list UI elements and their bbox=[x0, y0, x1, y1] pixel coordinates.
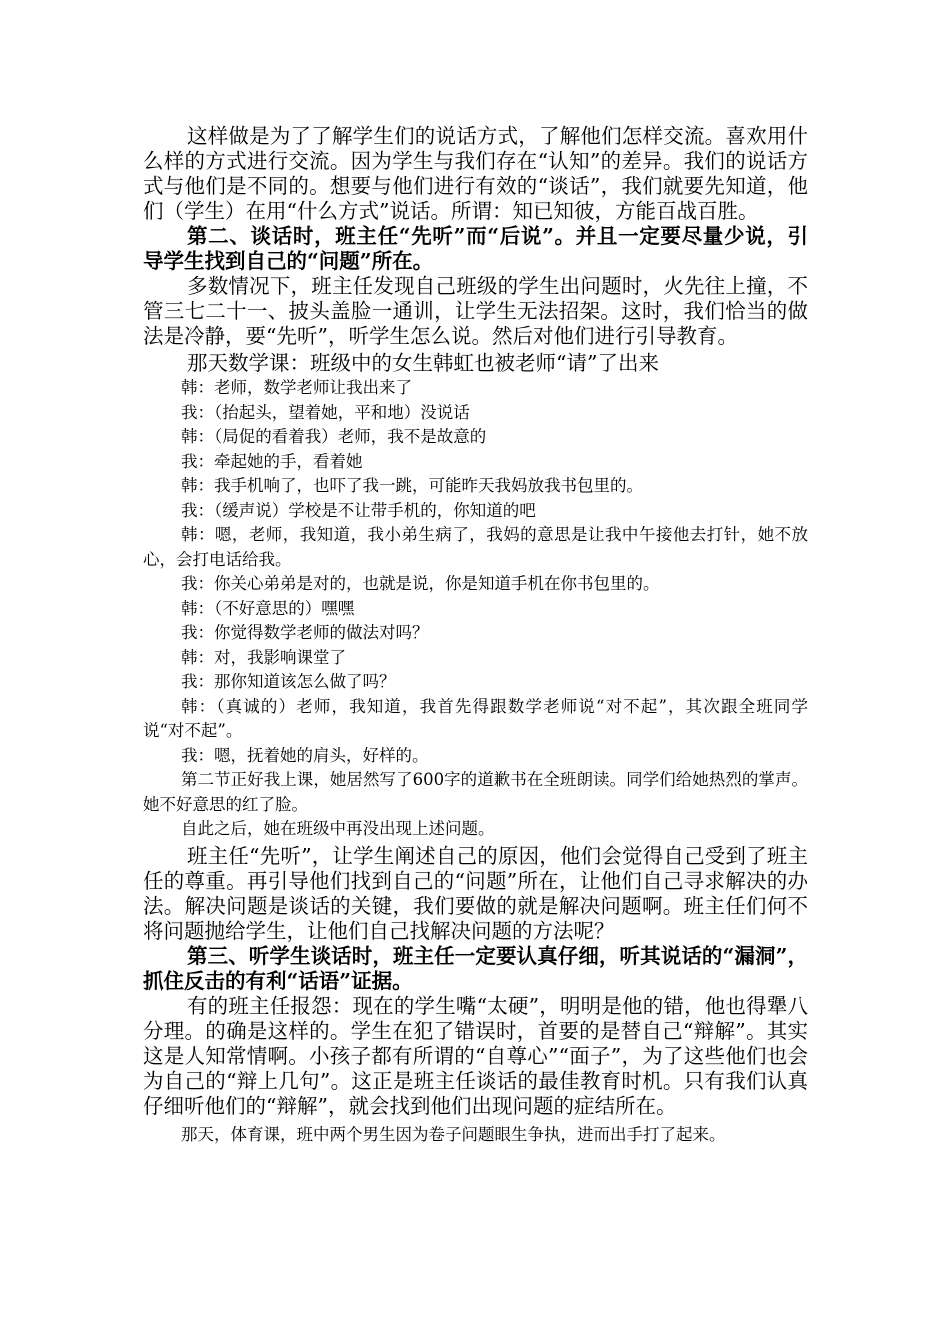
document-body bbox=[143, 124, 808, 1147]
dialogue-line: 韩：（不好意思的）嘿嘿 bbox=[181, 598, 355, 618]
dialogue-line: 韩：嗯，老师，我知道，我小弟生病了，我妈的意思是让我中午接他去打针，她不放心，会打电话给我。 bbox=[143, 525, 808, 569]
dialogue-line: 我：嗯，抚着她的肩头，好样的。 bbox=[181, 745, 429, 765]
dialogue-line: 韩：老师，数学老师让我出来了 bbox=[181, 378, 412, 397]
paragraph-aftermath: 自此之后，她在班级中再没出现上述问题。 bbox=[181, 819, 495, 838]
dialogue-line: 我：（抬起头，望着她，平和地）没说话 bbox=[181, 402, 470, 422]
section-heading-2: 第二、谈话时，班主任“先听”而“后说”。并且一定要尽量少说，引导学生找到自己的“问题”所在。 bbox=[143, 224, 808, 273]
dialogue-line: 我：你觉得数学老师的做法对吗？ bbox=[181, 623, 429, 642]
dialogue-line: 韩：（真诚的）老师，我知道，我首先得跟数学老师说“对不起”，其次跟全班同学说“对不起”。 bbox=[143, 696, 808, 740]
paragraph-intro: 这样做是为了了解学生们的说话方式，了解他们怎样交流。喜欢用什么样的方式进行交流。因为学生与我们存在“认知”的差异。我们的说话方式与他们是不同的。想要与他们进行有效的“谈话”，我们就要先知道，他们（学生）在用“什么方式”说话。所谓：知已知彼，方能百战百胜。 bbox=[143, 124, 808, 223]
paragraph-pe-story: 那天，体育课，班中两个男生因为卷子问题眼生争执，进而出手打了起来。 bbox=[181, 1124, 726, 1144]
dialogue-line: 韩：我手机响了，也吓了我一跳，可能昨天我妈放我书包里的。 bbox=[181, 476, 643, 495]
dialogue-line: 我：（缓声说）学校是不让带手机的，你知道的吧 bbox=[181, 500, 536, 520]
dialogue-line: 韩：对，我影响课堂了 bbox=[181, 647, 346, 667]
dialogue-line: 韩：（局促的看着我）老师，我不是故意的 bbox=[181, 427, 487, 446]
paragraph-story-intro: 那天数学课：班级中的女生韩虹也被老师“请”了出来 bbox=[187, 351, 659, 375]
dialogue-line: 我：那你知道该怎么做了吗？ bbox=[181, 672, 396, 691]
paragraph-apology: 第二节正好我上课，她居然写了600字的道歉书在全班朗读。同学们给她热烈的掌声。她不好意思的红了脸。 bbox=[143, 770, 808, 814]
paragraph-reflection: 班主任“先听”，让学生阐述自己的原因，他们会觉得自己受到了班主任的尊重。再引导他们找到自己的“问题”所在，让他们自己寻求解决的办法。解决问题是谈话的关键，我们要做的就是解决问题啊。班主任们何不将问题抛给学生，让他们自己找解决问题的方法呢？ bbox=[143, 843, 808, 943]
section-heading-3: 第三、听学生谈话时，班主任一定要认真仔细，听其说话的“漏洞”，抓住反击的有利“话语”证据。 bbox=[143, 943, 808, 993]
paragraph-3-body: 有的班主任报怨：现在的学生嘴“太硬”，明明是他的错，他也得犟八分理。的确是这样的。学生在犯了错误时，首要的是替自己“辩解”。其实这是人知常情啊。小孩子都有所谓的“自尊心”“面子”，为了这些他们也会为自己的“辩上几句”。这正是班主任谈话的最佳教育时机。只有我们认真仔细听他们的“辩解”，就会找到他们出现问题的症结所在。 bbox=[143, 993, 808, 1118]
paragraph-2-body: 多数情况下，班主任发现自己班级的学生出问题时，火先往上撞，不管三七二十一、披头盖脸一通训，让学生无法招架。这时，我们恰当的做法是冷静，要“先听”，听学生怎么说。然后对他们进行引导教育。 bbox=[143, 274, 808, 348]
dialogue-line: 我：牵起她的手，看着她 bbox=[181, 451, 363, 471]
dialogue-line: 我：你关心弟弟是对的，也就是说，你是知道手机在你书包里的。 bbox=[181, 574, 660, 593]
